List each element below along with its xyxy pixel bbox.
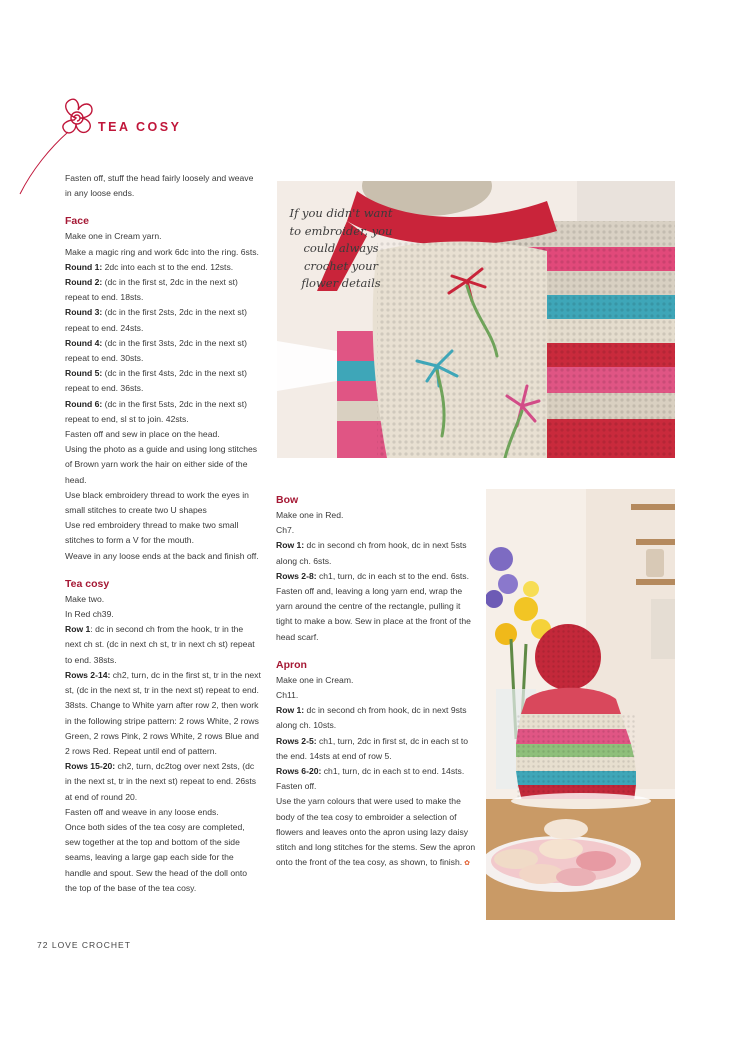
apron-instructions: [276, 673, 476, 872]
instruction-line: Weave in any loose ends at the back and finish off.: [65, 550, 259, 561]
instruction-line: Round 6: (dc in the first 5sts, 2dc in the next st) repeat to end, sl st to join. 42sts.: [65, 398, 247, 424]
bow-heading: Bow: [276, 494, 299, 506]
instruction-line: Use the yarn colours that were used to make the body of the tea cosy to embroider a selection of flowers and leaves onto the apron using lazy daisy stitch and long stitches for the stems. Sew the apron onto the front of the tea cosy, as shown, to finish. ✿: [276, 796, 476, 868]
instruction-line: Row 1: dc in second ch from the hook, tr in the next ch st. (dc in next ch st, tr in next ch st) repeat to end. 38sts.: [65, 624, 255, 665]
bow-instructions: [276, 508, 476, 645]
magazine-name: LOVE CROCHET: [51, 940, 131, 950]
instruction-line: Rows 15-20: ch2, turn, dc2tog over next 2sts, (dc in the next st, tr in the next st) repeat to end. 26sts at end of round 20.: [65, 761, 257, 802]
instruction-line: Use black embroidery thread to work the eyes in small stitches to create two U shapes: [65, 489, 249, 516]
instruction-line: Round 5: (dc in the first 4sts, 2dc in the next st) repeat to end. 36sts.: [65, 368, 247, 394]
instruction-line: Fasten off and weave in any loose ends.: [65, 806, 219, 817]
end-mark-icon: ✿: [462, 860, 470, 868]
instruction-line: Row 1: dc in second ch from hook, dc in next 5sts along ch. 6sts.: [276, 540, 467, 566]
left-column: [65, 171, 261, 896]
tea-cosy-instructions: [65, 592, 261, 896]
instruction-line: Make two.: [65, 593, 105, 604]
instruction-line: Round 2: (dc in the first st, 2dc in the next st) repeat to end. 18sts.: [65, 277, 238, 303]
face-instructions: [65, 229, 261, 563]
apron-heading: Apron: [276, 658, 307, 671]
instruction-line: Rows 6-20: ch1, turn, dc in each st to end. 14sts. Fasten off.: [276, 766, 465, 792]
instruction-line: Make one in Red.: [276, 510, 344, 520]
instruction-line: Once both sides of the tea cosy are completed, sew together at the top and bottom of the side seams, leaving a large gap each side for the handle and spout. Sew the head of the doll onto the top of the base of the tea cosy.: [65, 821, 248, 893]
instruction-line: Use red embroidery thread to make two small stitches to form a V for the mouth.: [65, 520, 239, 546]
instruction-line: Make a magic ring and work 6dc into the ring. 6sts.: [65, 246, 259, 257]
instruction-line: Ch11.: [276, 690, 299, 701]
instruction-line: Make one in Cream yarn.: [65, 231, 162, 242]
instruction-line: Make one in Cream.: [276, 674, 354, 685]
instruction-line: Using the photo as a guide and using long stitches of Brown yarn work the hair on either side of the head.: [65, 444, 258, 485]
tea-cosy-heading: Tea cosy: [65, 577, 110, 590]
photo-caption: If you didn't want to embroider, you could always crochet your flower details: [289, 206, 393, 290]
page-number: 72: [37, 940, 49, 950]
face-heading: Face: [65, 215, 89, 228]
instruction-line: In Red ch39.: [65, 609, 114, 620]
page-title: TEA COSY: [98, 120, 182, 134]
instruction-line: Round 3: (dc in the first 2sts, 2dc in the next st) repeat to end. 24sts.: [65, 307, 247, 333]
instruction-line: Fasten off and sew in place on the head.: [65, 429, 220, 440]
page-footer: [37, 940, 131, 950]
instruction-line: Rows 2-14: ch2, turn, dc in the first st, tr in the next st, (dc in the next st, tr in the next st) repeat to end. 38sts. Change to White yarn after row 2, then work in the following stripe pattern: 2 rows White, 2 rows Green, 2 rows Pink, 2 rows White, 2 rows Blue and 2 rows Red. Repeat until end of pattern.: [65, 669, 261, 756]
instruction-line: Round 1: 2dc into each st to the end. 12sts.: [65, 261, 234, 272]
instruction-line: Rows 2-5: ch1, turn, 2dc in first st, dc in each st to the end. 14sts at end of row 5.: [276, 735, 469, 761]
kitchen-tea-cosy-photo: [486, 489, 675, 920]
instruction-line: Round 4: (dc in the first 3sts, 2dc in the next st) repeat to end. 30sts.: [65, 337, 247, 364]
instruction-line: Ch7.: [276, 525, 295, 536]
instruction-line: Row 1: dc in second ch from hook, dc in next 9sts along ch. 10sts.: [276, 705, 467, 731]
intro-text: Fasten off, stuff the head fairly loosely and weave in any loose ends.: [65, 173, 254, 199]
right-column: [276, 492, 476, 871]
instruction-line: Rows 2-8: ch1, turn, dc in each st to the end. 6sts. Fasten off and, leaving a long yarn end, wrap the yarn around the centre of the rectangle, pulling it tight to make a bow. Sew in place at the front of the head scarf.: [276, 570, 471, 642]
